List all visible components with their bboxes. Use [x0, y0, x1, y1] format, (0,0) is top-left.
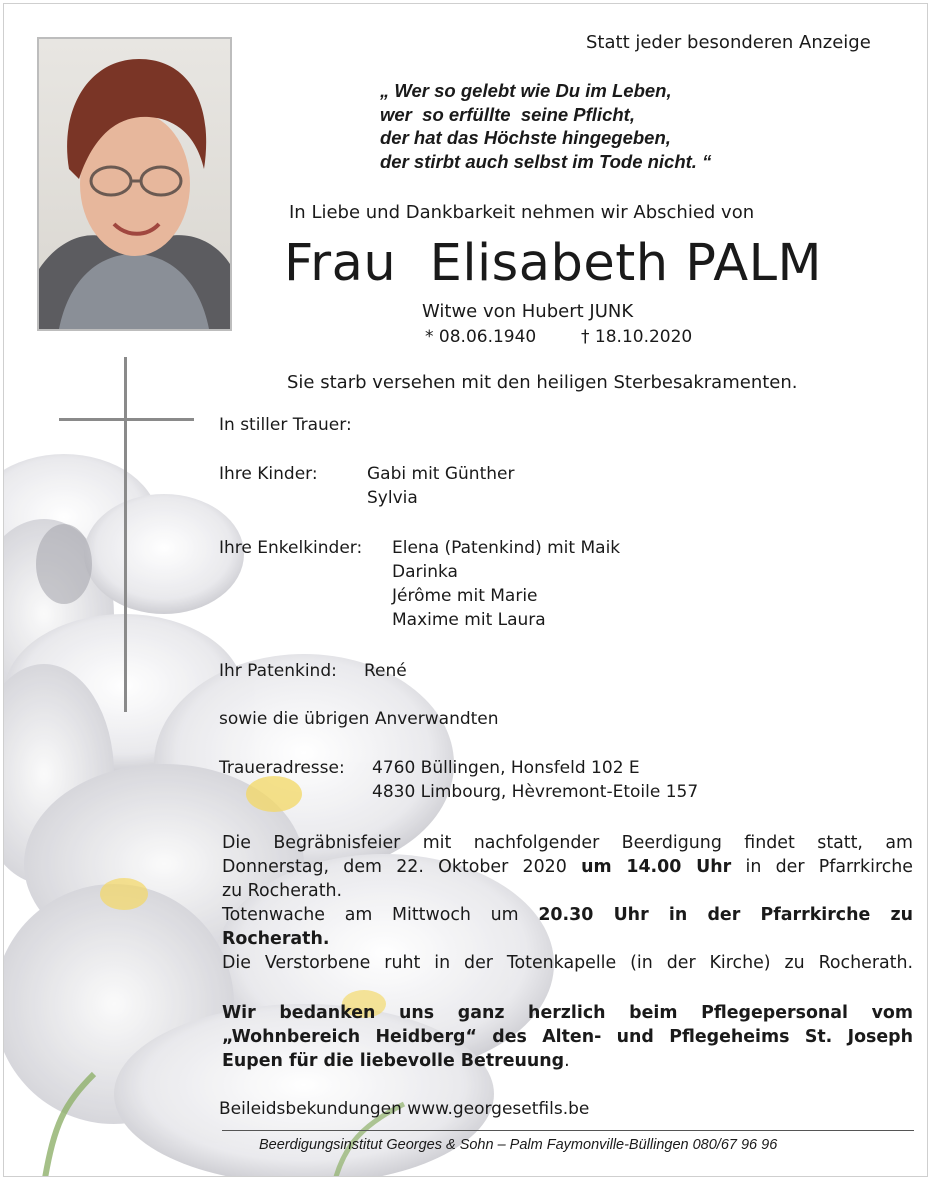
obituary-card: [3, 3, 928, 1177]
funeral-line: [222, 855, 913, 879]
wake-place: Rocherath.: [222, 929, 330, 949]
quote-line: wer so erfüllte seine Pflicht,: [380, 103, 635, 125]
funeral-home-footer: Beerdigungsinstitut Georges & Sohn – Palm Faymonville-Büllingen 080/67 96 96: [259, 1137, 778, 1153]
funeral-line: zu Rocherath.: [222, 881, 343, 901]
intro-text: In Liebe und Dankbarkeit nehmen wir Abschied von: [289, 202, 755, 223]
quote-line: „ Wer so gelebt wie Du im Leben,: [380, 80, 672, 101]
thanks-text: Eupen für die liebevolle Betreuung: [222, 1051, 565, 1071]
child-name: Gabi mit Günther: [367, 464, 515, 484]
wake-line: [222, 927, 913, 951]
thanks-line: [222, 1049, 913, 1073]
relatives-text: sowie die übrigen Anverwandten: [219, 709, 499, 729]
child-name: Sylvia: [367, 488, 418, 508]
footer-divider: [222, 1130, 914, 1131]
address-line: 4760 Büllingen, Honsfeld 102 E: [372, 758, 640, 778]
grandchild-name: Jérôme mit Marie: [392, 586, 538, 606]
cross-icon: [59, 357, 194, 712]
deceased-name: Frau Elisabeth PALM: [284, 234, 823, 293]
address-line: 4830 Limbourg, Hèvremont-Etoile 157: [372, 782, 699, 802]
godchild-name: René: [364, 661, 407, 681]
wake-line: [222, 903, 913, 927]
children-label: Ihre Kinder:: [219, 464, 318, 484]
condolences-link[interactable]: Beileidsbekundungen www.georgesetfils.be: [219, 1099, 590, 1119]
death-date: † 18.10.2020: [581, 327, 693, 347]
sacrament-note: Sie starb versehen mit den heiligen Sterbesakramenten.: [287, 372, 798, 393]
widow-of: Witwe von Hubert JUNK: [422, 301, 634, 322]
funeral-place: in der Pfarrkirche: [745, 857, 914, 877]
memorial-quote: [380, 79, 820, 173]
funeral-line: Die Begräbnisfeier mit nachfolgender Beerdigung findet statt, am: [222, 833, 913, 853]
address-label: Traueradresse:: [219, 758, 345, 778]
quote-line: der hat das Höchste hingegeben,: [380, 127, 671, 148]
grandchild-name: Elena (Patenkind) mit Maik: [392, 538, 621, 558]
wake-day: Totenwache am Mittwoch um: [222, 905, 519, 925]
chapel-line: Die Verstorbene ruht in der Totenkapelle (in der Kirche) zu Rocherath.: [222, 953, 913, 973]
funeral-time: um 14.00 Uhr: [581, 857, 732, 877]
grandchildren-label: Ihre Enkelkinder:: [219, 538, 363, 558]
birth-date: * 08.06.1940: [425, 327, 537, 347]
thanks-period: .: [564, 1051, 570, 1071]
thanks-line: „Wohnbereich Heidberg“ des Alten- und Pflegeheims St. Joseph: [222, 1027, 913, 1047]
thanks-line: Wir bedanken uns ganz herzlich beim Pflegepersonal vom: [222, 1003, 913, 1023]
godchild-label: Ihr Patenkind:: [219, 661, 337, 681]
mourning-label: In stiller Trauer:: [219, 415, 352, 435]
funeral-date: Donnerstag, dem 22. Oktober 2020: [222, 857, 567, 877]
quote-line: der stirbt auch selbst im Tode nicht. “: [380, 150, 712, 172]
wake-time: 20.30 Uhr in der Pfarrkirche zu: [538, 905, 914, 925]
grandchild-name: Darinka: [392, 562, 458, 582]
header-note: Statt jeder besonderen Anzeige: [586, 32, 871, 53]
portrait-photo: [37, 37, 232, 331]
grandchild-name: Maxime mit Laura: [392, 610, 546, 630]
